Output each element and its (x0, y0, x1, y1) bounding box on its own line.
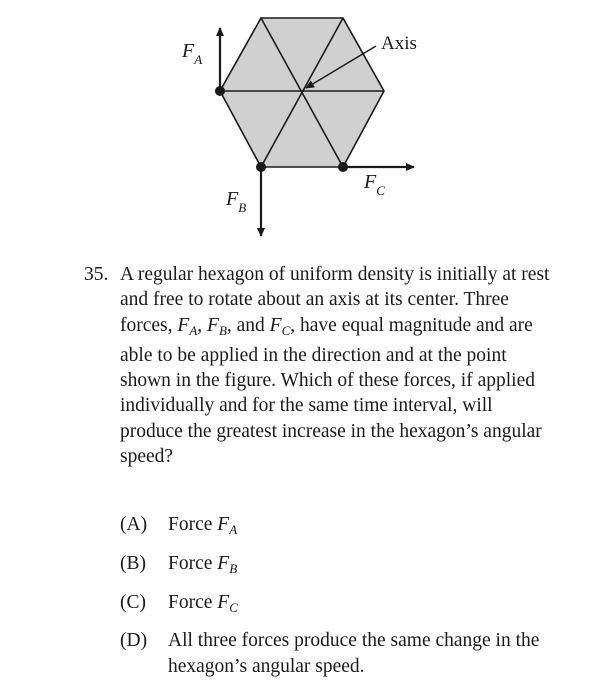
answer-options (120, 512, 560, 687)
force-c-label: $F_C$ (364, 171, 385, 198)
force-a-label: $F_A$ (182, 40, 203, 67)
option-c[interactable]: (C) Force $F_C$ (120, 591, 238, 615)
option-a[interactable]: (A) Force $F_A$ (120, 514, 238, 537)
force-b-point (256, 162, 266, 172)
hexagon-figure (0, 0, 589, 250)
option-b[interactable]: (B) Force $F_B$ (120, 552, 238, 576)
force-b-label: $F_B$ (226, 188, 247, 215)
hexagon (220, 18, 384, 167)
option-d[interactable]: (D) All three forces produce the same change in the hexagon’s angular speed. (120, 630, 540, 677)
question (84, 262, 554, 469)
force-a-point (215, 86, 225, 96)
axis-label: Axis (381, 33, 417, 54)
question-text: A regular hexagon of uniform density is initially at rest and free to rotate about an axis at its center. Three forces, $F_A$, $F_B$, and $F_C$, have equal magnitude and are able to be applied in the direction and at the point shown in the figure. Which of these forces, if applied individually and for the same time interval, will produce the greatest increase in the hexagon’s angular speed? (120, 264, 550, 468)
question-number: 35. (84, 264, 109, 285)
force-c-point (338, 162, 348, 172)
